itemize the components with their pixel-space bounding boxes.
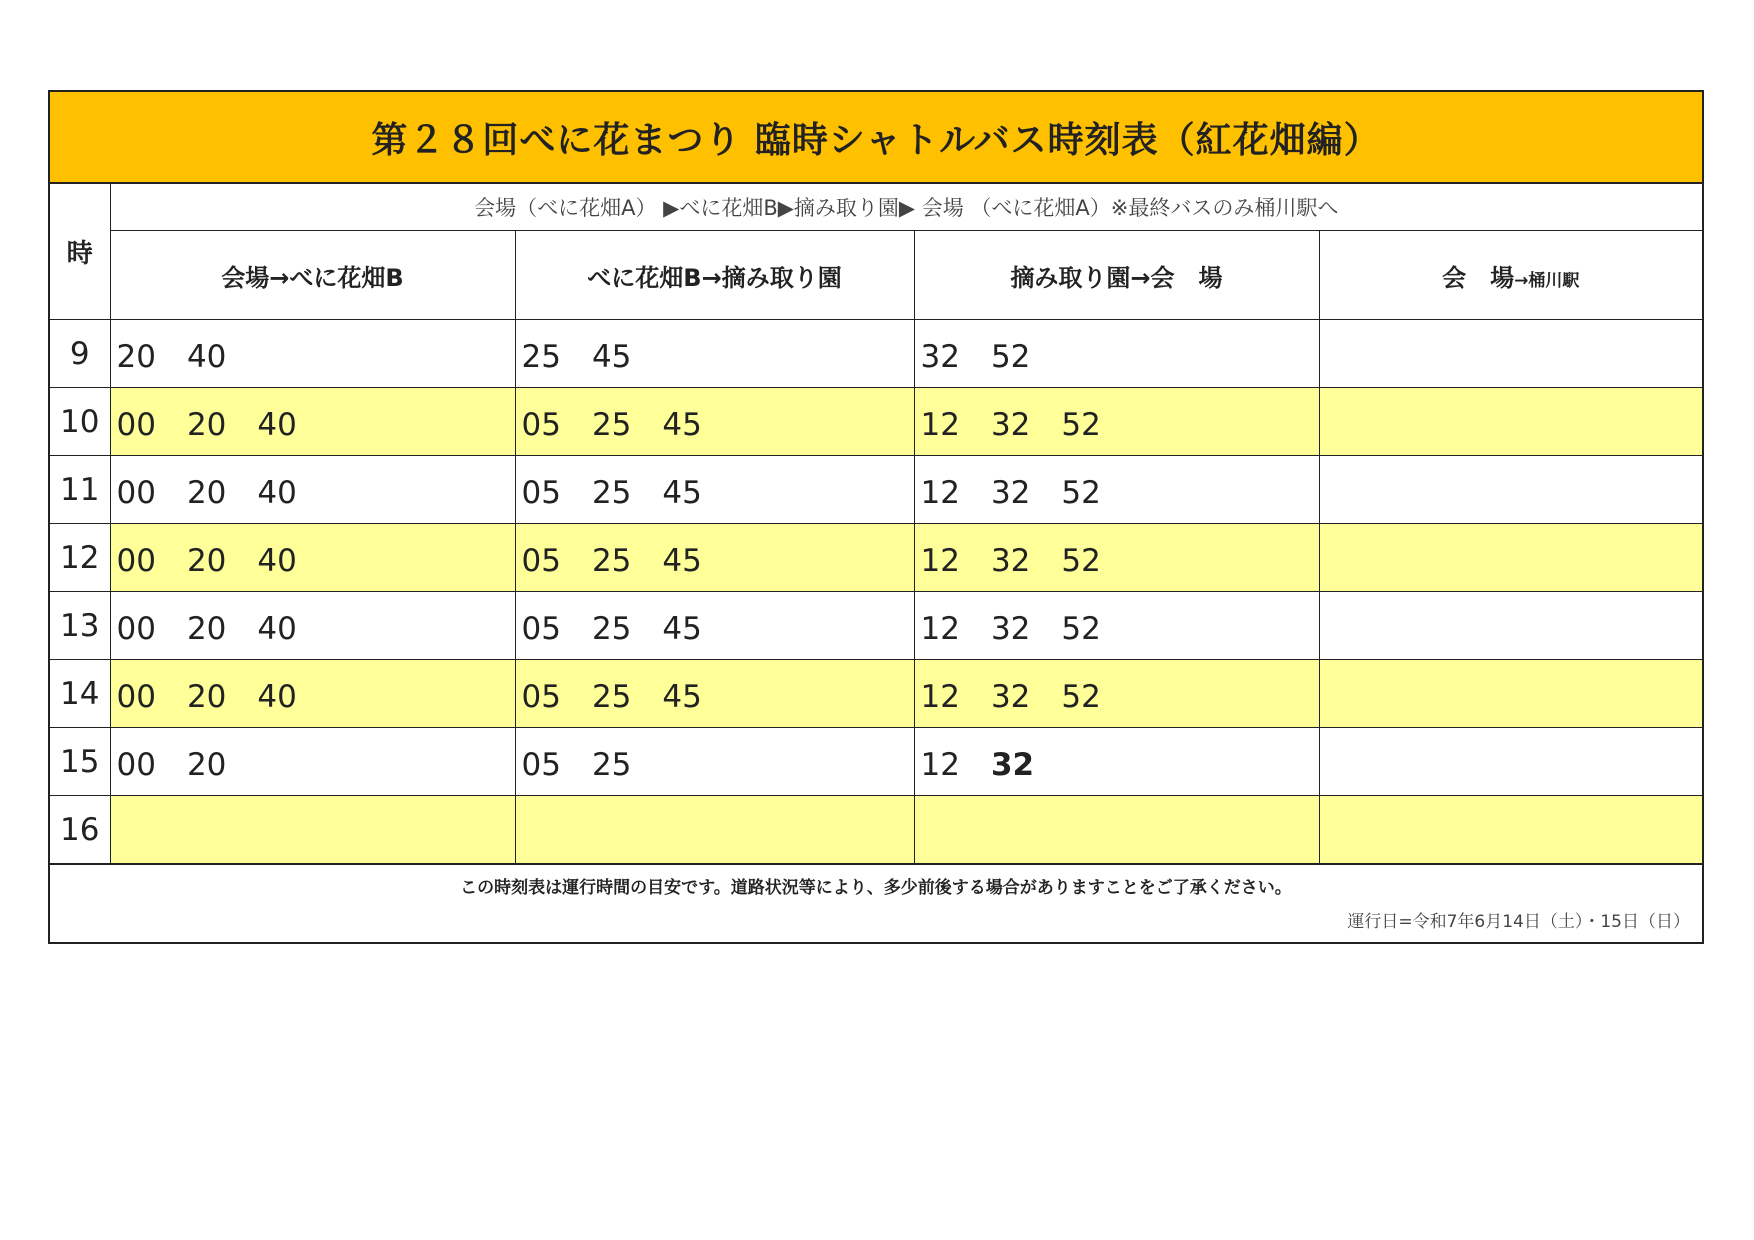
footer-note: この時刻表は運行時間の目安です。道路状況等により、多少前後する場合がありますことをご了承ください。 [460, 878, 1292, 898]
hour-cell: 11 [50, 456, 110, 524]
time-cell [914, 796, 1319, 864]
time-cell [1319, 592, 1702, 660]
time-cell [1319, 728, 1702, 796]
time-cell: 05 25 45 [515, 524, 914, 592]
time-cell: 05 25 45 [515, 592, 914, 660]
time-cell [1319, 456, 1702, 524]
time-cell: 12 32 52 [914, 592, 1319, 660]
time-cell-last-return [914, 728, 1319, 796]
time-cell: 00 20 40 [110, 592, 515, 660]
time-cell: 05 25 45 [515, 456, 914, 524]
hour-cell: 16 [50, 796, 110, 864]
time-cell [1319, 660, 1702, 728]
hour-column-header: 時 [50, 184, 110, 320]
table-row [50, 796, 1702, 864]
time-cell: 12 32 52 [914, 456, 1319, 524]
column-header-picking-garden-to-venue: 摘み取り園→会 場 [914, 231, 1319, 320]
time-cell [1319, 796, 1702, 864]
column-header-field-b-to-picking-garden: べに花畑B→摘み取り園 [515, 231, 914, 320]
time-cell: 12 32 52 [914, 388, 1319, 456]
last-bus-minute: 32 [990, 747, 1035, 783]
column-header-venue-to-field-b: 会場→べに花畑B [110, 231, 515, 320]
time-cell: 00 20 40 [110, 660, 515, 728]
time-cell [515, 796, 914, 864]
table-row [50, 660, 1702, 728]
time-cell [110, 796, 515, 864]
hour-cell: 10 [50, 388, 110, 456]
time-cell: 12 32 52 [914, 660, 1319, 728]
time-cell: 12 32 52 [914, 524, 1319, 592]
timetable [50, 184, 1702, 864]
service-date: 運行日=令和7年6月14日（土）・15日（日） [1347, 912, 1690, 932]
table-row [50, 728, 1702, 796]
hour-cell: 13 [50, 592, 110, 660]
time-cell: 20 40 [110, 320, 515, 388]
time-cell: 25 45 [515, 320, 914, 388]
route-note: 会場（べに花畑A） ▶べに花畑B▶摘み取り園▶ 会場 （べに花畑A）※最終バスのみ桶川駅へ [110, 184, 1702, 231]
time-cell: 32 52 [914, 320, 1319, 388]
time-cell [1319, 388, 1702, 456]
table-row [50, 592, 1702, 660]
hour-cell: 14 [50, 660, 110, 728]
table-row [50, 524, 1702, 592]
hour-cell: 9 [50, 320, 110, 388]
time-cell: 00 20 40 [110, 456, 515, 524]
column-header-venue-to-okegawa [1319, 231, 1702, 320]
time-cell: 05 25 [515, 728, 914, 796]
hour-cell: 12 [50, 524, 110, 592]
time-cell [1319, 524, 1702, 592]
timetable-sheet [48, 90, 1704, 944]
table-row [50, 456, 1702, 524]
page-title: 第２８回べに花まつり 臨時シャトルバス時刻表（紅花畑編） [50, 92, 1702, 184]
time-cell: 00 20 [110, 728, 515, 796]
time-minutes: 12 [920, 747, 991, 783]
time-cell: 00 20 40 [110, 524, 515, 592]
time-cell: 05 25 45 [515, 660, 914, 728]
hour-cell: 15 [50, 728, 110, 796]
table-row [50, 320, 1702, 388]
time-cell: 05 25 45 [515, 388, 914, 456]
time-cell [1319, 320, 1702, 388]
column-header-okegawa-label: →桶川駅 [1514, 270, 1580, 291]
table-row [50, 388, 1702, 456]
footer [50, 864, 1702, 942]
time-cell: 00 20 40 [110, 388, 515, 456]
column-header-venue-label: 会 場 [1442, 263, 1515, 292]
